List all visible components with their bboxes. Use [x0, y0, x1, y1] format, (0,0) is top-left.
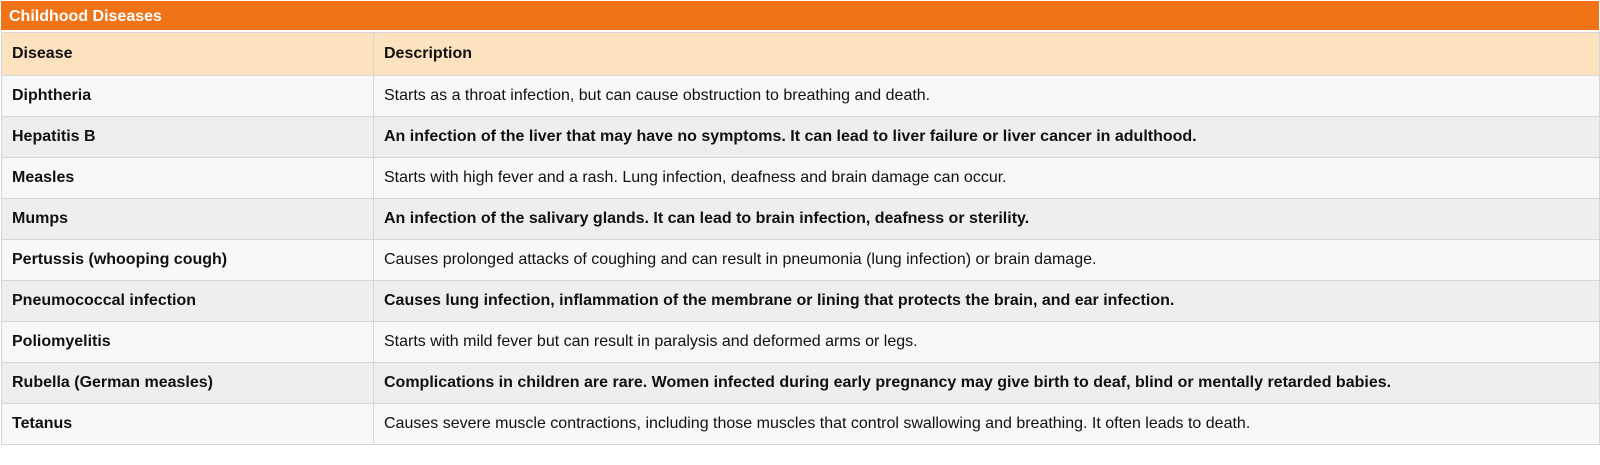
disease-name: Diphtheria — [2, 76, 374, 117]
disease-name: Pertussis (whooping cough) — [2, 240, 374, 281]
table-row — [2, 199, 1600, 240]
disease-name: Rubella (German measles) — [2, 363, 374, 404]
table-row — [2, 363, 1600, 404]
disease-description: Complications in children are rare. Women infected during early pregnancy may give birth to deaf, blind or mentally retarded babies. — [374, 363, 1600, 404]
disease-description: Starts as a throat infection, but can cause obstruction to breathing and death. — [374, 76, 1600, 117]
disease-description: An infection of the liver that may have no symptoms. It can lead to liver failure or liver cancer in adulthood. — [374, 117, 1600, 158]
table-row — [2, 76, 1600, 117]
disease-name: Mumps — [2, 199, 374, 240]
disease-description: Starts with high fever and a rash. Lung infection, deafness and brain damage can occur. — [374, 158, 1600, 199]
table-row — [2, 117, 1600, 158]
header-row — [2, 33, 1600, 76]
table-row — [2, 158, 1600, 199]
disease-description: Causes lung infection, inflammation of the membrane or lining that protects the brain, and ear infection. — [374, 281, 1600, 322]
disease-description: Causes prolonged attacks of coughing and can result in pneumonia (lung infection) or brain damage. — [374, 240, 1600, 281]
table-row — [2, 281, 1600, 322]
table-row — [2, 322, 1600, 363]
disease-name: Tetanus — [2, 404, 374, 445]
disease-name: Pneumococcal infection — [2, 281, 374, 322]
table-title: Childhood Diseases — [1, 1, 1599, 32]
column-header-description: Description — [374, 33, 1600, 76]
table-row — [2, 240, 1600, 281]
disease-name: Measles — [2, 158, 374, 199]
column-header-disease: Disease — [2, 33, 374, 76]
disease-name: Poliomyelitis — [2, 322, 374, 363]
disease-description: Causes severe muscle contractions, including those muscles that control swallowing and breathing. It often leads to death. — [374, 404, 1600, 445]
disease-name: Hepatitis B — [2, 117, 374, 158]
disease-description: Starts with mild fever but can result in paralysis and deformed arms or legs. — [374, 322, 1600, 363]
diseases-table — [1, 32, 1600, 445]
disease-description: An infection of the salivary glands. It can lead to brain infection, deafness or sterility. — [374, 199, 1600, 240]
table-row — [2, 404, 1600, 445]
